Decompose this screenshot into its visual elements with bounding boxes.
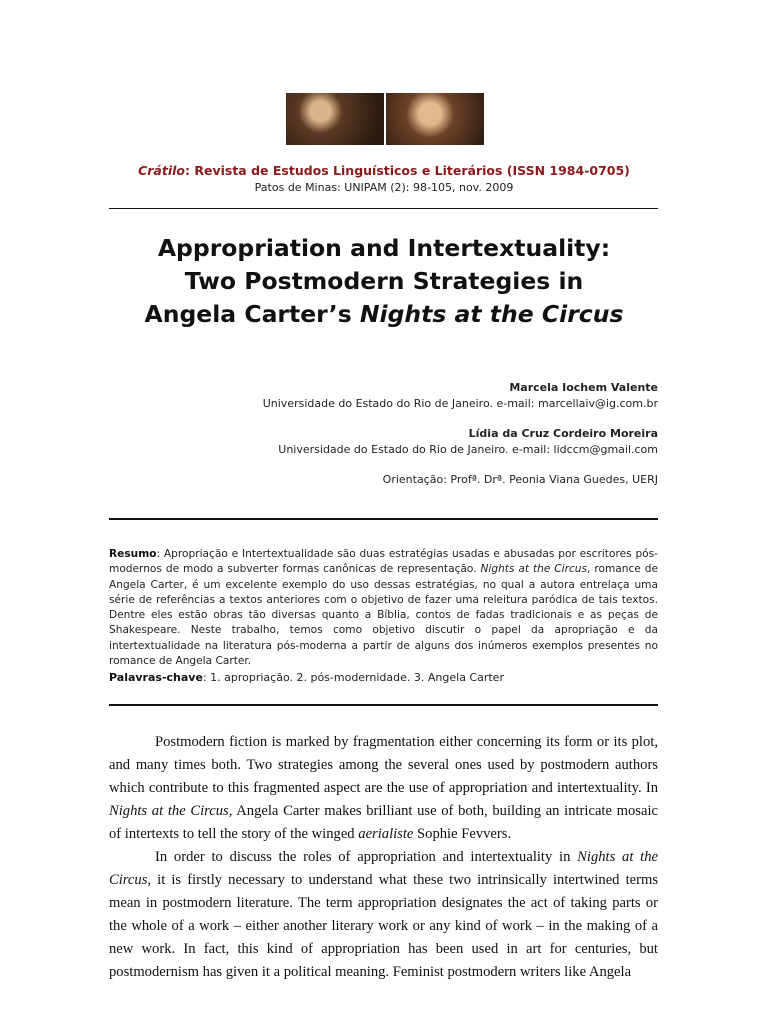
article-body [109,731,658,984]
p2-italic-1: Nights at the Circus, [109,849,659,888]
journal-logo-image [286,93,484,145]
p1-text-b: Angela Carter makes brilliant use of both, building an intricate mosaic of intertexts to tell the story of the winged [109,803,658,842]
p1-text-c: Sophie Fevvers. [413,826,512,842]
painting-right-image [386,93,484,145]
abstract-italic: Nights at the Circus [480,563,588,576]
abstract-bottom-divider [109,704,658,706]
author-1-affiliation: Universidade do Estado do Rio de Janeiro. e-mail: marcellaiv@ig.com.br [262,397,658,410]
abstract-label: Resumo [109,548,157,560]
journal-header [0,163,768,178]
p2-text-a: In order to discuss the roles of appropriation and intertextuality in [155,849,578,865]
abstract [109,547,658,686]
title-line-3-plain: Angela Carter’s [144,300,360,328]
journal-subtitle: : Revista de Estudos Linguísticos e Literários (ISSN 1984-0705) [185,163,630,178]
title-line-3 [0,298,768,331]
keywords [109,670,658,685]
keywords-list: : 1. apropriação. 2. pós-modernidade. 3. Angela Carter [202,671,504,685]
p1-italic-1: Nights at the Circus, [109,803,233,819]
title-line-2: Two Postmodern Strategies in [184,267,584,295]
abstract-top-divider [109,518,658,520]
p2-text-b: it is firstly necessary to understand what these two intrinsically intertwined terms mean in postmodern literature. The term appropriation designates the act of taking parts or the whole of a work – either another literary work or any kind of work – in the making of a new work. In fact, this kind of appropriation has been used in art for centuries, but postmodernism has given it a political meaning. Feminist postmodern writers like Angela [109,872,658,980]
title-line-3-italic: Nights at the Circus [359,300,624,328]
painting-left-image [286,93,384,145]
title-line-1: Appropriation and Intertextuality: [157,234,611,262]
abstract-text [109,547,658,669]
abstract-part-1: : Apropriação e Intertextualidade são duas estratégias usadas e abusadas por escritores pós-modernos de modo a subverter formas canônicas de representação. [109,548,658,576]
p1-italic-2: aerialiste [358,826,414,842]
header-divider [109,208,658,209]
article-title [0,232,768,331]
author-2-name: Lídia da Cruz Cordeiro Moreira [468,427,658,440]
author-1-name: Marcela Iochem Valente [509,381,658,394]
paragraph-1 [109,731,658,846]
orientation: Orientação: Profª. Drª. Peonia Viana Guedes, UERJ [382,473,658,486]
p1-text-a: Postmodern fiction is marked by fragmentation either concerning its form or its plot, and many times both. Two strategies among the several ones used by postmodern authors which contribute to this fragmented aspect are the use of appropriation and intertextuality. In [109,734,658,796]
keywords-label: Palavras-chave [109,671,203,685]
paragraph-2 [109,846,658,984]
authors-block [263,380,658,488]
abstract-part-2: , romance de Angela Carter, é um excelente exemplo do uso dessas estratégias, no qual a autora entrelaça uma série de referências a textos anteriores com o objetivo de fazer uma releitura paródica de tais textos. Dentre eles estão obras tão diversas quanto a Bíblia, contos de fadas tradicionais e as peças de Shakespeare. Neste trabalho, temos como objetivo discutir o papel da apropriação e da intertextualidade na literatura pós-moderna a partir de alguns dos inúmeros exemplos presentes no romance de Angela Carter. [109,563,658,668]
journal-name: Crátilo [138,163,185,178]
publication-place: Patos de Minas: UNIPAM (2): 98-105, nov. 2009 [254,181,514,194]
author-2-affiliation: Universidade do Estado do Rio de Janeiro. e-mail: lidccm@gmail.com [278,443,658,456]
